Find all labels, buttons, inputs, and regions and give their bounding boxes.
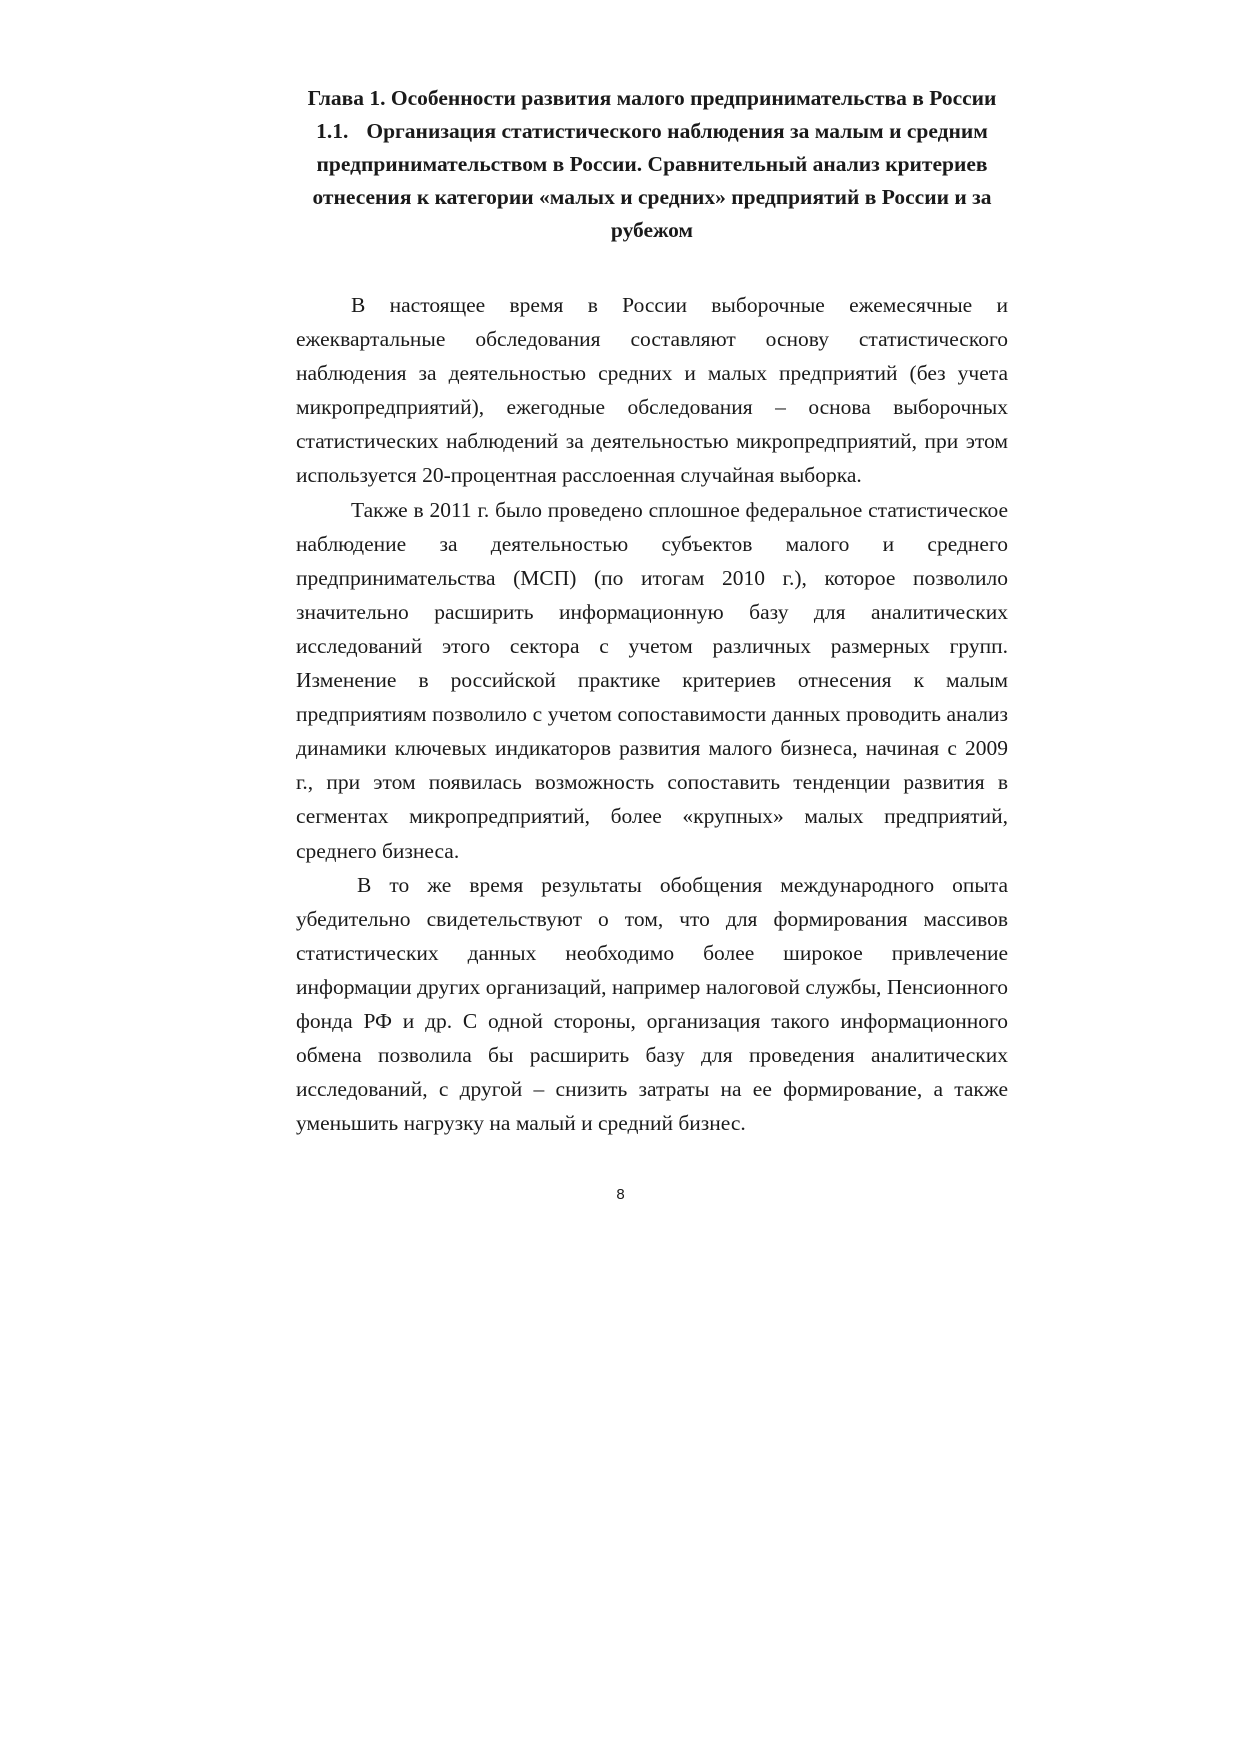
paragraph-2: Также в 2011 г. было проведено сплошное федеральное статистическое наблюдение за деятельностью субъектов малого и среднего предпринимательства (МСП) (по итогам 2010 г.), которое позволило значительно расширить информационную базу для аналитических исследований этого сектора с учетом различных размерных групп. Изменение в российской практике критериев отнесения к малым предприятиям позволило с учетом сопоставимости данных проводить анализ динамики ключевых индикаторов развития малого бизнеса, начиная с 2009 г., при этом появилась возможность сопоставить тенденции развития в сегментах микропредприятий, более «крупных» малых предприятий, среднего бизнеса. — [296, 497, 1008, 863]
paragraph-1: В настоящее время в России выборочные ежемесячные и ежеквартальные обследования составляют основу статистического наблюдения за деятельностью средних и малых предприятий (без учета микропредприятий), ежегодные обследования – основа выборочных статистических наблюдений за деятельностью микропредприятий, при этом используется 20-процентная расслоенная случайная выборка. — [296, 293, 1008, 488]
chapter-title: Глава 1. Особенности развития малого предпринимательства в России — [307, 86, 997, 110]
body-text — [296, 288, 1008, 1140]
heading-block — [296, 82, 1008, 247]
section-number: 1.1. — [316, 119, 349, 143]
paragraph-3: В то же время результаты обобщения международного опыта убедительно свидетельствуют о том, что для формирования массивов статистических данных необходимо более широкое привлечение информации других организаций, например налоговой службы, Пенсионного фонда РФ и др. С одной стороны, организация такого информационного обмена позволила бы расширить базу для проведения аналитических исследований, с другой – снизить затраты на ее формирование, а также уменьшить нагрузку на малый и средний бизнес. — [296, 872, 1008, 1136]
section-title: Организация статистического наблюдения за малым и средним предпринимательством в России. Сравнительный анализ критериев отнесения к категории «малых и средних» предприятий в России и за рубежом — [312, 119, 992, 242]
page-content — [296, 82, 1008, 1140]
page-number: 8 — [616, 1186, 625, 1203]
section-title-line — [296, 115, 1008, 247]
